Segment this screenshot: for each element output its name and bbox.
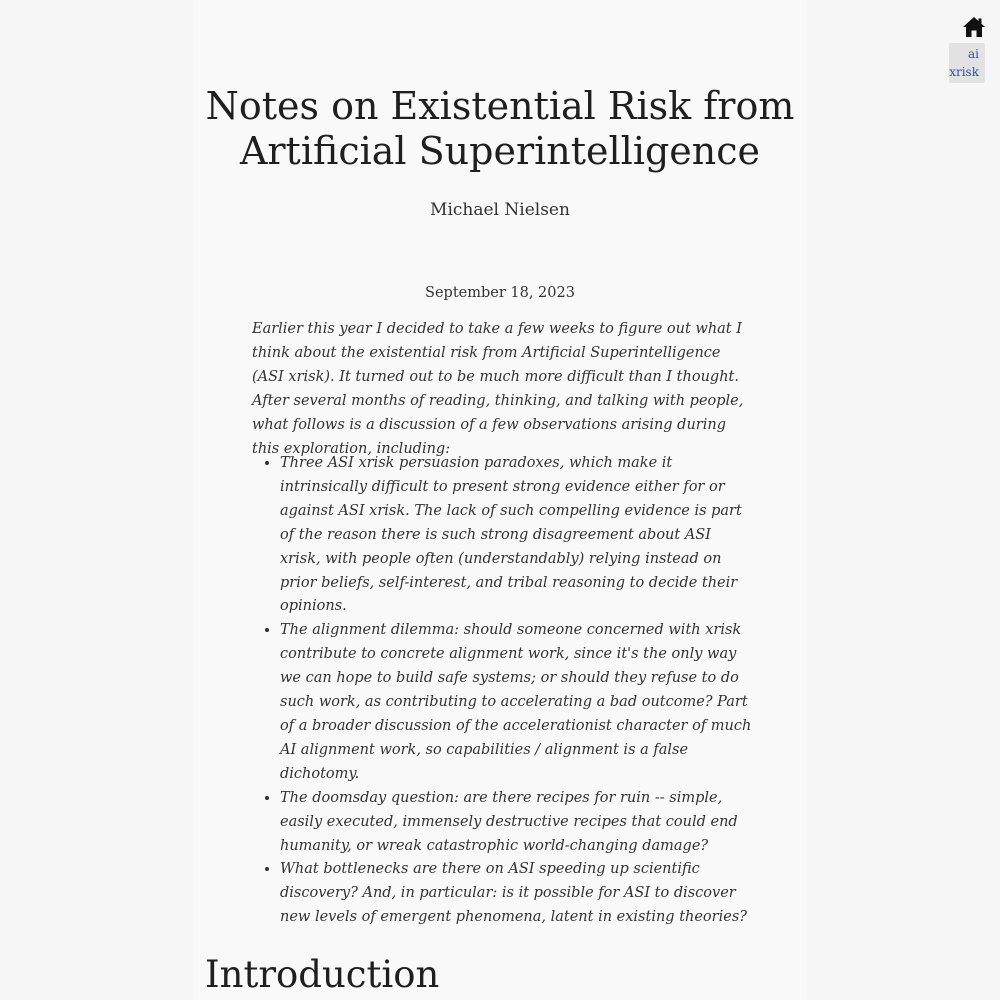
intro-paragraph: Earlier this year I decided to take a few weeks to figure out what I think about the existential risk from Artificial Superintelligence (ASI xrisk). It turned out to be much more difficult than I thought. After several months of reading, thinking, and talking with people, what follows is a discussion of a few observations arising during this exploration, including: <box>252 321 744 457</box>
list-item: • Three ASI xrisk persuasion paradoxes, which make it intrinsically difficult to present strong evidence either for or against ASI xrisk. The lack of such compelling evidence is part of the reason there is such strong disagreement about ASI xrisk, with people often (understandably) relying instead on prior beliefs, self-interest, and tribal reasoning to decide their opinions. <box>280 452 752 619</box>
author-name: Michael Nielsen <box>430 200 570 220</box>
section-heading-introduction: Introduction <box>205 953 440 996</box>
title-line-1: Notes on Existential Risk from <box>205 84 795 128</box>
tag-link-xrisk[interactable]: xrisk <box>949 65 979 79</box>
list-item: • What bottlenecks are there on ASI speeding up scientific discovery? And, in particular: is it possible for ASI to discover new levels of emergent phenomena, latent in existing theories? <box>280 858 752 930</box>
observations-list <box>252 452 752 930</box>
publication-date: September 18, 2023 <box>425 285 575 301</box>
title-line-2: Artificial Superintelligence <box>239 129 761 173</box>
list-item: • The alignment dilemma: should someone concerned with xrisk contribute to concrete alignment work, since it's the only way we can hope to build safe systems; or should they refuse to do such work, as contributing to accelerating a bad outcome? Part of a broader discussion of the accelerationist character of much AI alignment work, so capabilities / alignment is a false dichotomy. <box>280 619 752 786</box>
home-icon <box>962 16 986 38</box>
tag-list <box>949 43 985 83</box>
home-button[interactable] <box>962 16 986 38</box>
tag-link-ai[interactable]: ai <box>968 47 979 61</box>
page-title <box>193 84 807 174</box>
list-item: • The doomsday question: are there recipes for ruin -- simple, easily executed, immensely destructive recipes that could end humanity, or wreak catastrophic world-changing damage? <box>280 787 752 859</box>
